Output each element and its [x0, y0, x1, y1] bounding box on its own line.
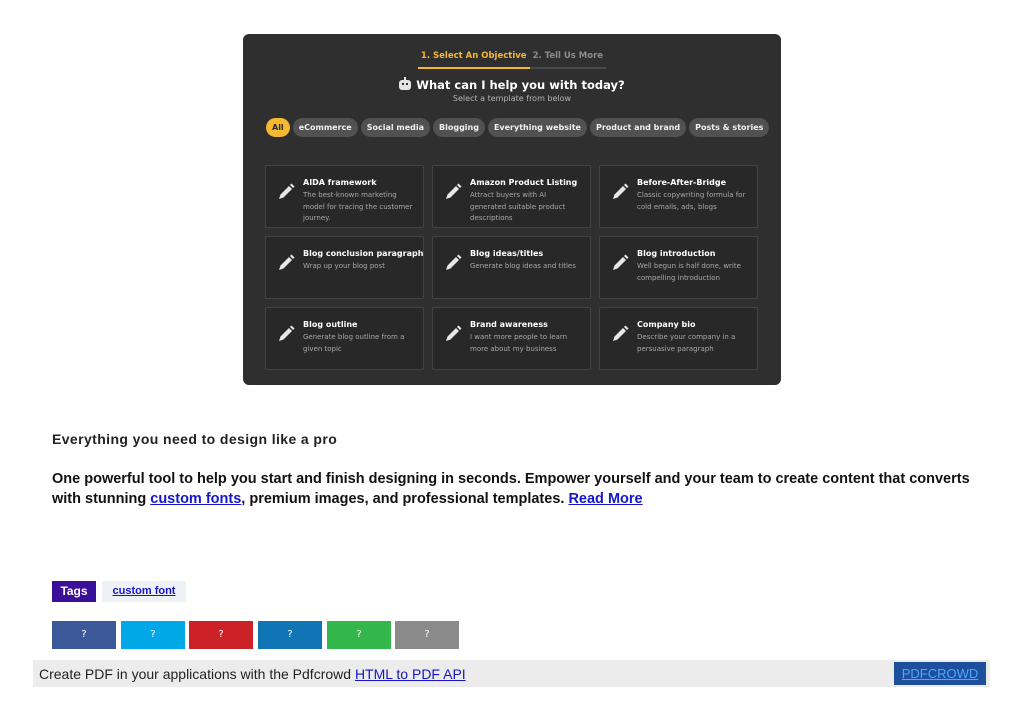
template-description: The best-known marketing model for tracing the customer journey.: [303, 191, 413, 222]
template-description: Attract buyers with AI generated suitable product descriptions: [470, 191, 566, 222]
template-description: I want more people to learn more about my business: [470, 333, 568, 353]
footer-text: [39, 666, 466, 682]
template-title: Blog ideas/titles: [470, 249, 544, 258]
template-card[interactable]: [599, 165, 758, 228]
pencil-icon: [610, 324, 630, 344]
chip-everything-website[interactable]: Everything website: [488, 118, 587, 137]
template-card[interactable]: [265, 165, 424, 228]
template-card[interactable]: [265, 307, 424, 370]
pdfcrowd-link[interactable]: PDFCROWD: [901, 666, 979, 681]
chip-blogging[interactable]: Blogging: [433, 118, 485, 137]
template-card[interactable]: [599, 236, 758, 299]
template-title: Blog outline: [303, 320, 358, 329]
template-title: Before-After-Bridge: [637, 178, 727, 187]
template-card[interactable]: [432, 236, 591, 299]
template-title: Brand awareness: [470, 320, 548, 329]
category-filter: [266, 118, 771, 137]
lead-text: One powerful tool to help you start and finish designing in seconds. Empower yourself and your team to create content that converts with stunning: [52, 471, 970, 507]
template-description: Generate blog outline from a given topic: [303, 333, 405, 353]
template-description: Wrap up your blog post: [303, 262, 385, 270]
template-card[interactable]: [599, 307, 758, 370]
step-tabs: [243, 51, 781, 69]
pencil-icon: [276, 182, 296, 202]
template-title: Amazon Product Listing: [470, 178, 578, 187]
read-more-link[interactable]: Read More: [568, 491, 643, 507]
page-title: [243, 78, 781, 92]
step-select-objective[interactable]: 1. Select An Objective: [418, 51, 530, 69]
chip-product-and-brand[interactable]: Product and brand: [590, 118, 686, 137]
section-heading: Everything you need to design like a pro: [52, 431, 338, 447]
pencil-icon: [443, 253, 463, 273]
chip-social-media[interactable]: Social media: [361, 118, 430, 137]
share-twitter-button[interactable]: ?: [121, 621, 185, 649]
custom-fonts-link[interactable]: custom fonts: [150, 491, 242, 507]
footer-text-label: Create PDF in your applications with the Pdfcrowd: [39, 666, 355, 682]
template-description: Classic copywriting formula for cold emails, ads, blogs: [637, 191, 746, 211]
template-card[interactable]: [265, 236, 424, 299]
lead-paragraph: [52, 469, 982, 509]
template-description: Generate blog ideas and titles: [470, 262, 576, 270]
share-pinterest-button[interactable]: ?: [189, 621, 253, 649]
template-description: Well begun is half done, write compelling introduction: [637, 262, 741, 282]
tag-item: [102, 581, 186, 602]
pencil-icon: [443, 324, 463, 344]
pencil-icon: [276, 324, 296, 344]
template-title: Blog conclusion paragraph: [303, 249, 424, 258]
template-title: AIDA framework: [303, 178, 377, 187]
template-card[interactable]: [432, 307, 591, 370]
tags-label: Tags: [52, 581, 96, 602]
template-title: Company bio: [637, 320, 696, 329]
pencil-icon: [276, 253, 296, 273]
robot-icon: [399, 80, 411, 90]
pdf-footer: [33, 660, 990, 687]
share-whatsapp-button[interactable]: ?: [327, 621, 391, 649]
page-title-text: What can I help you with today?: [416, 78, 625, 92]
template-description: Describe your company in a persuasive paragraph: [637, 333, 736, 353]
step-tell-us-more[interactable]: 2. Tell Us More: [530, 51, 607, 69]
tag-link-custom-font[interactable]: custom font: [112, 585, 176, 597]
pencil-icon: [610, 253, 630, 273]
lead-text: , premium images, and professional templates.: [241, 491, 569, 507]
pdfcrowd-logo: [894, 662, 986, 685]
chip-ecommerce[interactable]: eCommerce: [293, 118, 358, 137]
chip-posts-and-stories[interactable]: Posts & stories: [689, 118, 769, 137]
share-linkedin-button[interactable]: ?: [258, 621, 322, 649]
share-facebook-button[interactable]: ?: [52, 621, 116, 649]
template-title: Blog introduction: [637, 249, 716, 258]
template-picker-screenshot: [243, 34, 781, 385]
pencil-icon: [610, 182, 630, 202]
pencil-icon: [443, 182, 463, 202]
html-to-pdf-api-link[interactable]: HTML to PDF API: [354, 666, 466, 682]
share-email-button[interactable]: ?: [395, 621, 459, 649]
chip-all[interactable]: All: [266, 118, 290, 137]
page-subtitle: Select a template from below: [452, 94, 572, 103]
template-card[interactable]: [432, 165, 591, 228]
